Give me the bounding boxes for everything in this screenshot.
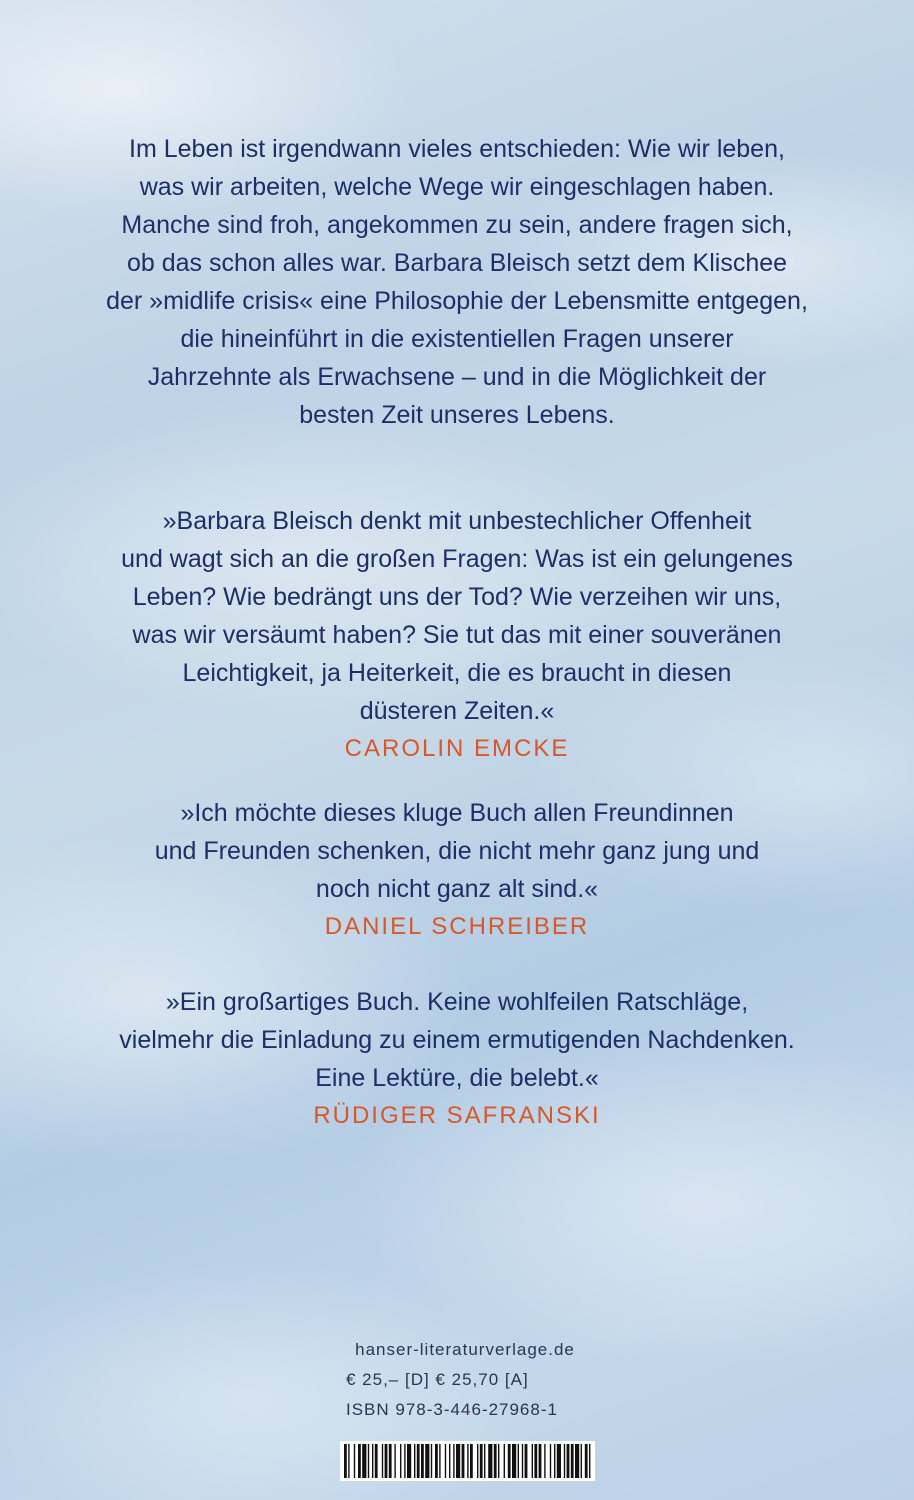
quote-line: Leichtigkeit, ja Heiterkeit, die es braucht in diesen: [182, 659, 732, 687]
quote-line: und wagt sich an die großen Fragen: Was ist ein gelungenes: [121, 545, 793, 573]
publisher-info: [340, 1335, 590, 1425]
blurb-line: besten Zeit unseres Lebens.: [299, 401, 615, 429]
quote-line: Leben? Wie bedrängt uns der Tod? Wie verzeihen wir uns,: [132, 583, 782, 611]
blurb-line: Jahrzehnte als Erwachsene – und in die Möglichkeit der: [147, 363, 767, 391]
review-quote: [40, 983, 874, 1135]
blurb-line: der »midlife crisis« eine Philosophie der Lebensmitte entgegen,: [106, 287, 808, 315]
review-quote: [40, 794, 874, 946]
review-quote: [40, 502, 874, 768]
blurb-line: was wir arbeiten, welche Wege wir eingeschlagen haben.: [139, 173, 775, 201]
quote-line: »Ein großartiges Buch. Keine wohlfeilen Ratschläge,: [165, 988, 749, 1016]
quote-author: CAROLIN EMCKE: [344, 735, 570, 762]
quote-author: DANIEL SCHREIBER: [324, 913, 590, 940]
blurb-line: Manche sind froh, angekommen zu sein, andere fragen sich,: [121, 211, 793, 239]
blurb-text: [40, 130, 874, 434]
quote-line: »Ich möchte dieses kluge Buch allen Freundinnen: [180, 799, 734, 827]
blurb-line: die hineinführt in die existentiellen Fragen unserer: [180, 325, 734, 353]
quote-line: noch nicht ganz alt sind.«: [315, 875, 599, 903]
publisher-url: hanser-literaturverlage.de: [355, 1340, 575, 1359]
barcode-icon: [340, 1441, 595, 1481]
price-label: € 25,– [D] € 25,70 [A]: [346, 1370, 529, 1389]
quote-line: und Freunden schenken, die nicht mehr ganz jung und: [154, 837, 760, 865]
blurb-line: ob das schon alles war. Barbara Bleisch setzt dem Klischee: [126, 249, 788, 277]
quote-author: RÜDIGER SAFRANSKI: [313, 1102, 601, 1129]
quote-line: was wir versäumt haben? Sie tut das mit einer souveränen: [132, 621, 782, 649]
quote-line: Eine Lektüre, die belebt.«: [315, 1064, 599, 1092]
blurb-line: Im Leben ist irgendwann vieles entschieden: Wie wir leben,: [129, 135, 785, 163]
quote-line: »Barbara Bleisch denkt mit unbestechlicher Offenheit: [162, 507, 752, 535]
quote-line: vielmehr die Einladung zu einem ermutigenden Nachdenken.: [119, 1026, 795, 1054]
quote-line: düsteren Zeiten.«: [359, 697, 555, 725]
isbn-label: ISBN 978-3-446-27968-1: [346, 1400, 558, 1419]
